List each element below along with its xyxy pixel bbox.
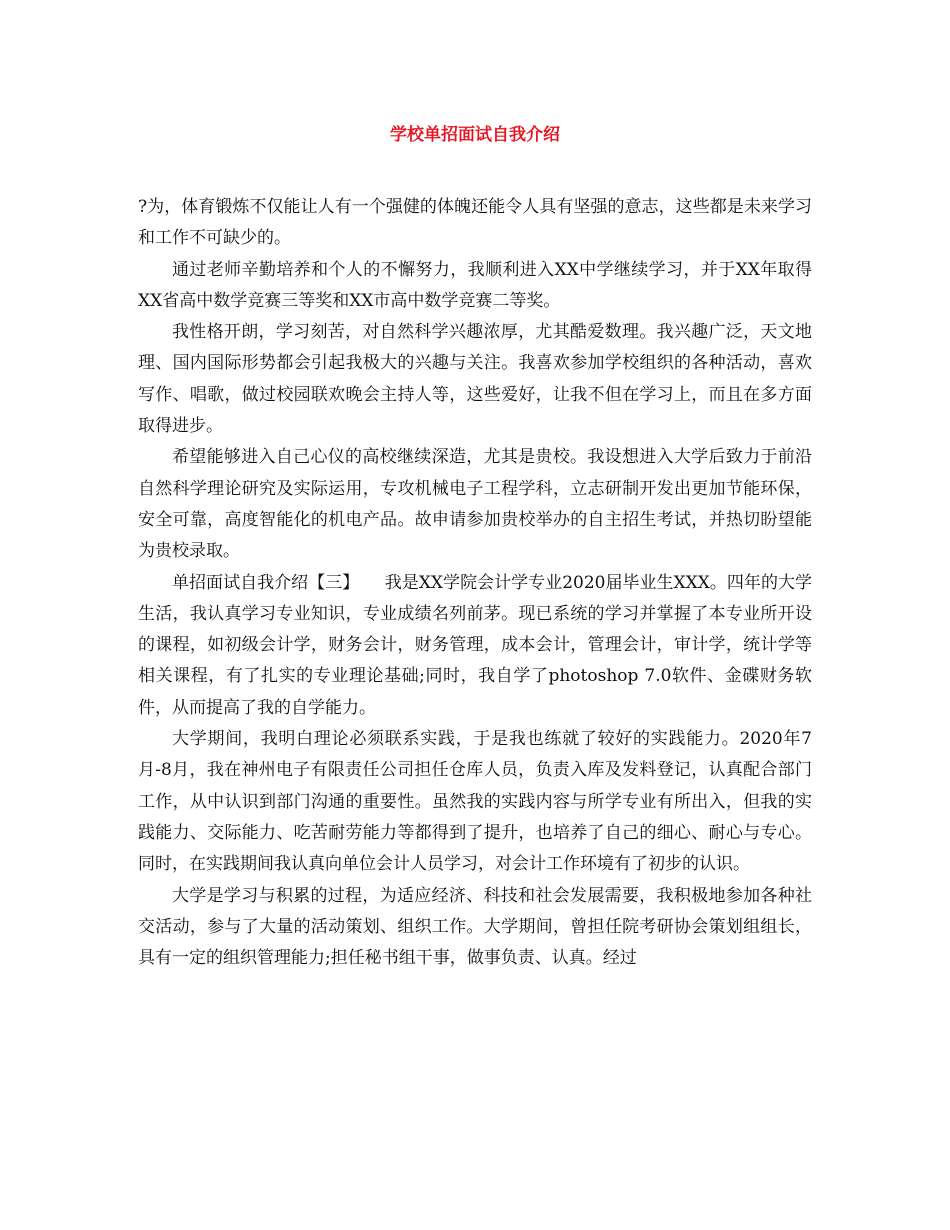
paragraph-3: 我性格开朗，学习刻苦，对自然科学兴趣浓厚，尤其酷爱数理。我兴趣广泛，天文地理、国内国际形势都会引起我极大的兴趣与关注。我喜欢参加学校组织的各种活动，喜欢写作、唱歌，做过校园联欢晚会主持人等，这些爱好，让我不但在学习上，而且在多方面取得进步。 — [138, 322, 812, 437]
document-title: 学校单招面试自我介绍 — [390, 125, 560, 145]
paragraph-6: 大学期间，我明白理论必须联系实践，于是我也练就了较好的实践能力。2020年7月-8月，我在神州电子有限责任公司担任仓库人员，负责入库及发料登记，认真配合部门工作，从中认识到部门沟通的重要性。虽然我的实践内容与所学专业有所出入，但我的实践能力、交际能力、吃苦耐劳能力等都得到了提升，也培养了自己的细心、耐心与专心。同时，在实践期间我认真向单位会计人员学习，对会计工作环境有了初步的认识。 — [138, 729, 812, 875]
paragraph-1: ?为，体育锻炼不仅能让人有一个强健的体魄还能令人具有坚强的意志，这些都是未来学习和工作不可缺少的。 — [138, 197, 812, 249]
paragraph-4: 希望能够进入自己心仪的高校继续深造，尤其是贵校。我设想进入大学后致力于前沿自然科学理论研究及实际运用，专攻机械电子工程学科，立志研制开发出更加节能环保，安全可靠，高度智能化的机电产品。故申请参加贵校举办的自主招生考试，并热切盼望能为贵校录取。 — [138, 447, 812, 562]
paragraph-5: 单招面试自我介绍【三】 我是XX学院会计学专业2020届毕业生XXX。四年的大学生活，我认真学习专业知识，专业成绩名列前茅。现已系统的学习并掌握了本专业所开设的课程，如初级会计学，财务会计，财务管理，成本会计，管理会计，审计学，统计学等相关课程，有了扎实的专业理论基础;同时，我自学了photoshop 7.0软件、金碟财务软件，从而提高了我的自学能力。 — [138, 572, 812, 718]
paragraph-2: 通过老师辛勤培养和个人的不懈努力，我顺利进入XX中学继续学习，并于XX年取得XX省高中数学竞赛三等奖和XX市高中数学竞赛二等奖。 — [138, 259, 812, 311]
document-body — [138, 192, 812, 974]
paragraph-7: 大学是学习与积累的过程，为适应经济、科技和社会发展需要，我积极地参加各种社交活动，参与了大量的活动策划、组织工作。大学期间，曾担任院考研协会策划组组长，具有一定的组织管理能力;担任秘书组干事，做事负责、认真。经过 — [138, 885, 812, 969]
